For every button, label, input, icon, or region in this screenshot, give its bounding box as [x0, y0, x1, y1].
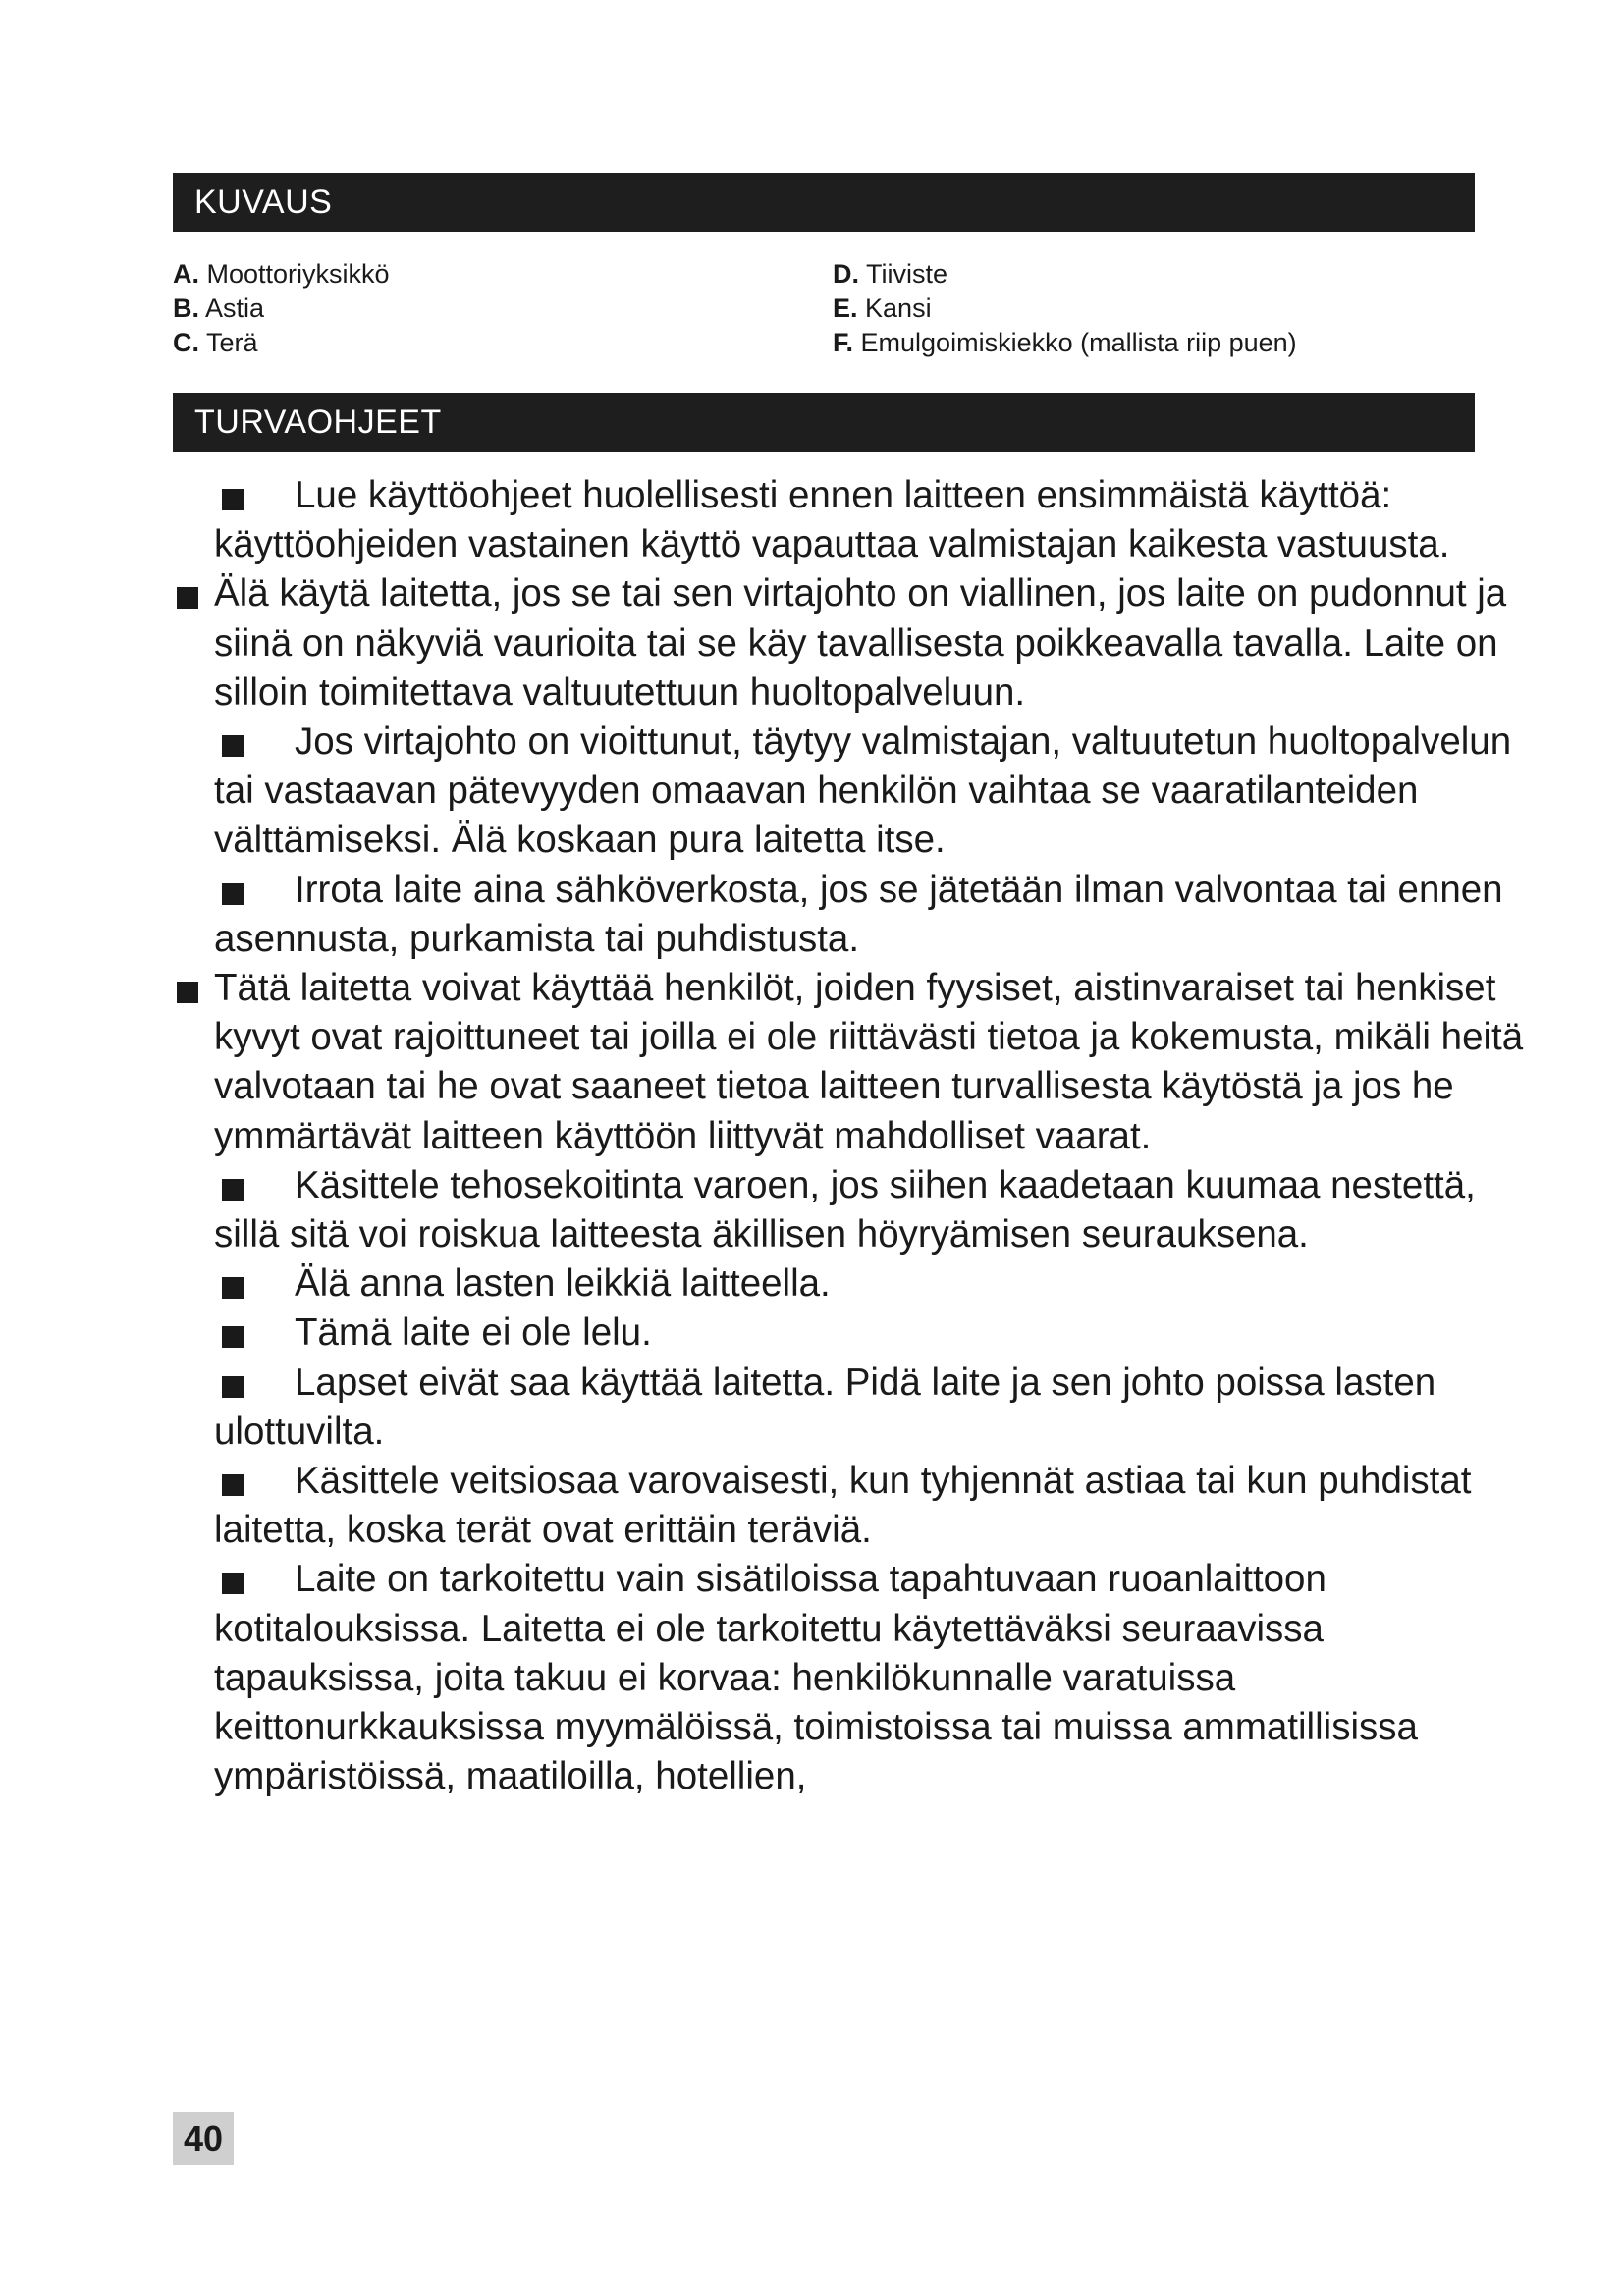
part-item-b — [173, 292, 390, 326]
part-item-f — [833, 326, 1297, 360]
bullet-square-icon — [222, 735, 244, 757]
parts-column-right — [833, 257, 1297, 360]
safety-rule: Tätä laitetta voivat käyttää henkilöt, joiden fyysiset, aistinvaraiset tai henkiset kyvyt ovat rajoittuneet tai joilla ei ole riittävästi tietoa ja kokemusta, mikäli heitä valvotaan tai he ovat saaneet tietoa laitteen turvallisesta käytöstä ja jos he ymmärtävät laitteen käyttöön liittyvät mahdolliset vaarat. — [173, 964, 1528, 1161]
part-item-d — [833, 257, 1297, 292]
part-letter: C. — [173, 328, 199, 357]
safety-rule: Laite on tarkoitettu vain sisätiloissa tapahtuvaan ruoanlaittoon kotitalouksissa. Laitetta ei ole tarkoitettu käytettäväksi seuraavissa tapauksissa, joita takuu ei korvaa: henkilökunnalle varatuissa keittonurkkauksissa myymälöissä, toimistoissa tai muissa ammatillisissa ympäristöissä, maatiloilla, hotellien, — [214, 1558, 1418, 1798]
part-name: Tiiviste — [866, 259, 948, 289]
safety-rule: Käsittele veitsiosaa varovaisesti, kun tyhjennät astiaa tai kun puhdistat laitetta, koska terät ovat erittäin teräviä. — [214, 1460, 1472, 1552]
bullet-square-icon — [222, 1179, 244, 1201]
part-letter: F. — [833, 328, 854, 357]
bullet-square-icon — [222, 489, 244, 510]
bullet-square-icon — [222, 1326, 244, 1348]
part-item-c — [173, 326, 390, 360]
part-letter: E. — [833, 294, 858, 323]
bullet-square-icon — [222, 883, 244, 905]
bullet-square-icon — [222, 1573, 244, 1594]
part-letter: D. — [833, 259, 859, 289]
part-name: Moottoriyksikkö — [206, 259, 390, 289]
part-name: Astia — [205, 294, 265, 323]
safety-rule: Älä anna lasten leikkiä laitteella. — [173, 1259, 1528, 1308]
part-name: Terä — [206, 328, 258, 357]
bullet-square-icon — [222, 1277, 244, 1299]
safety-rule: Älä käytä laitetta, jos se tai sen virtajohto on viallinen, jos laite on pudonnut ja siinä on näkyviä vaurioita tai se käy tavallisesta poikkeavalla tavalla. Laite on silloin toimitettava valtuutettuun huoltopalveluun. — [173, 569, 1528, 718]
section-header-kuvaus: KUVAUS — [173, 173, 1475, 232]
bullet-square-icon — [177, 587, 198, 609]
parts-column-left — [173, 257, 390, 360]
part-item-e — [833, 292, 1297, 326]
safety-rule: Lapset eivät saa käyttää laitetta. Pidä laite ja sen johto poissa lasten ulottuvilta. — [214, 1361, 1436, 1453]
bullet-square-icon — [177, 982, 198, 1003]
safety-rule: Jos virtajohto on vioittunut, täytyy valmistajan, valtuutetun huoltopalvelun tai vastaavan pätevyyden omaavan henkilön vaihtaa se vaaratilanteiden välttämiseksi. Älä koskaan pura laitetta itse. — [214, 721, 1512, 862]
safety-rule: Tämä laite ei ole lelu. — [173, 1308, 1528, 1358]
bullet-square-icon — [222, 1376, 244, 1398]
section-header-turvaohjeet: TURVAOHJEET — [173, 393, 1475, 452]
part-name: Emulgoimiskiekko (mallista riip puen) — [860, 328, 1297, 357]
safety-rule: Lue käyttöohjeet huolellisesti ennen laitteen ensimmäistä käyttöä: käyttöohjeiden vastainen käyttö vapauttaa valmistajan kaikesta vastuusta. — [214, 474, 1450, 566]
part-name: Kansi — [865, 294, 932, 323]
page-number: 40 — [173, 2112, 234, 2165]
bullet-square-icon — [222, 1474, 244, 1496]
safety-rules-list — [173, 471, 1528, 1801]
part-letter: A. — [173, 259, 199, 289]
safety-rule: Käsittele tehosekoitinta varoen, jos siihen kaadetaan kuumaa nestettä, sillä sitä voi roiskua laitteesta äkillisen höyryämisen seurauksena. — [214, 1163, 1476, 1256]
safety-rule: Irrota laite aina sähköverkosta, jos se jätetään ilman valvontaa tai ennen asennusta, purkamista tai puhdistusta. — [214, 868, 1503, 960]
part-item-a — [173, 257, 390, 292]
part-letter: B. — [173, 294, 199, 323]
